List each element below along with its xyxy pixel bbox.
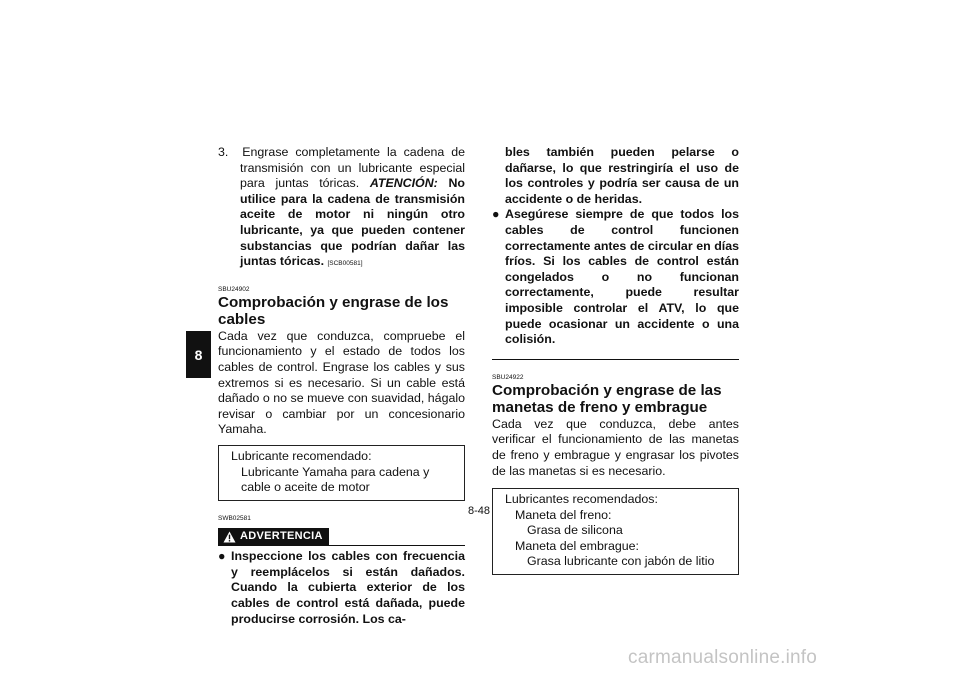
lubricant-box-title: Lubricante recomendado:	[231, 448, 372, 463]
section-code: SBU24922	[492, 373, 524, 381]
warning-end-rule	[492, 359, 739, 360]
right-column	[492, 145, 739, 585]
warning-bullet-2-text: Asegúrese siempre de que todos los cables de control funcionen correctamente antes de circular en días fríos. Si los cables de control están congelados o no funcionan correctamente, puede resultar imposible controlar el ATV, lo que puede ocasionar un accidente o una colisión.	[505, 207, 739, 347]
lubricants-box-title: Lubricantes recomendados:	[505, 492, 658, 507]
bullet-icon: ●	[492, 207, 500, 222]
clutch-lever-value: Grasa lubricante con jabón de litio	[527, 554, 715, 569]
page-number: 8-48	[468, 505, 491, 517]
clutch-lever-label: Maneta del embrague:	[515, 538, 639, 553]
lubricant-box-value: Lubricante Yamaha para cadena y cable o aceite de motor	[241, 464, 430, 495]
section-body: Cada vez que conduzca, debe antes verificar el funcionamiento de las manetas de freno y embrague y engrasar los pivotes de las manetas si es necesario.	[492, 416, 739, 478]
warning-bullet-1	[218, 549, 465, 627]
brake-lever-label: Maneta del freno:	[515, 507, 612, 522]
step-3-number: 3.	[218, 145, 229, 159]
lubricant-box	[218, 445, 465, 501]
warning-bullet-1-text: Inspeccione los cables con frecuencia y reemplácelos si están dañados. Cuando la cubierta exterior de los cables de control está dañada, puede producirse corrosión. Los ca-	[231, 549, 465, 626]
warning-bullet-1-continued: bles también pueden pelarse o dañarse, lo que restringiría el uso de los controles y podría ser causa de un accidente o de heridas.	[505, 145, 739, 206]
warning-badge	[218, 528, 329, 545]
attention-code: [SCB00581]	[327, 260, 363, 268]
step-3-text: Engrase completamente la cadena de transmisión con un lubricante especial para juntas tóricas.	[240, 145, 465, 191]
section-body: Cada vez que conduzca, compruebe el funcionamiento y el estado de todos los cables de control. Engrase los cables y sus extremos si es necesario. Si un cable está dañado o no se mueve con suavidad, hágalo revisar o cambiar por un concesionario Yamaha.	[218, 328, 465, 437]
warning-code: SWB02581	[218, 514, 251, 522]
left-column	[218, 145, 465, 627]
chapter-tab	[186, 331, 211, 378]
section-title: Comprobación y engrase de las manetas de freno y embrague	[492, 381, 722, 416]
chapter-tab-label: 8	[194, 346, 203, 363]
step-3	[218, 145, 465, 272]
warning-header	[218, 528, 465, 546]
warning-triangle-icon	[223, 531, 236, 543]
section-code: SBU24902	[218, 285, 250, 293]
warning-bullet-2	[492, 207, 739, 347]
section-title: Comprobación y engrase de los cables	[218, 293, 449, 328]
watermark: carmanualsonline.info	[628, 647, 818, 668]
attention-label: ATENCIÓN:	[369, 176, 438, 191]
lubricants-box	[492, 488, 739, 575]
attention-text: No utilice para la cadena de transmisión aceite de motor ni ningún otro lubricante, ya que pueden contener substancias que podrían dañar las juntas tóricas.	[240, 176, 465, 269]
bullet-icon: ●	[218, 549, 226, 564]
brake-lever-value: Grasa de silicona	[527, 523, 623, 538]
warning-label: ADVERTENCIA	[240, 529, 323, 542]
